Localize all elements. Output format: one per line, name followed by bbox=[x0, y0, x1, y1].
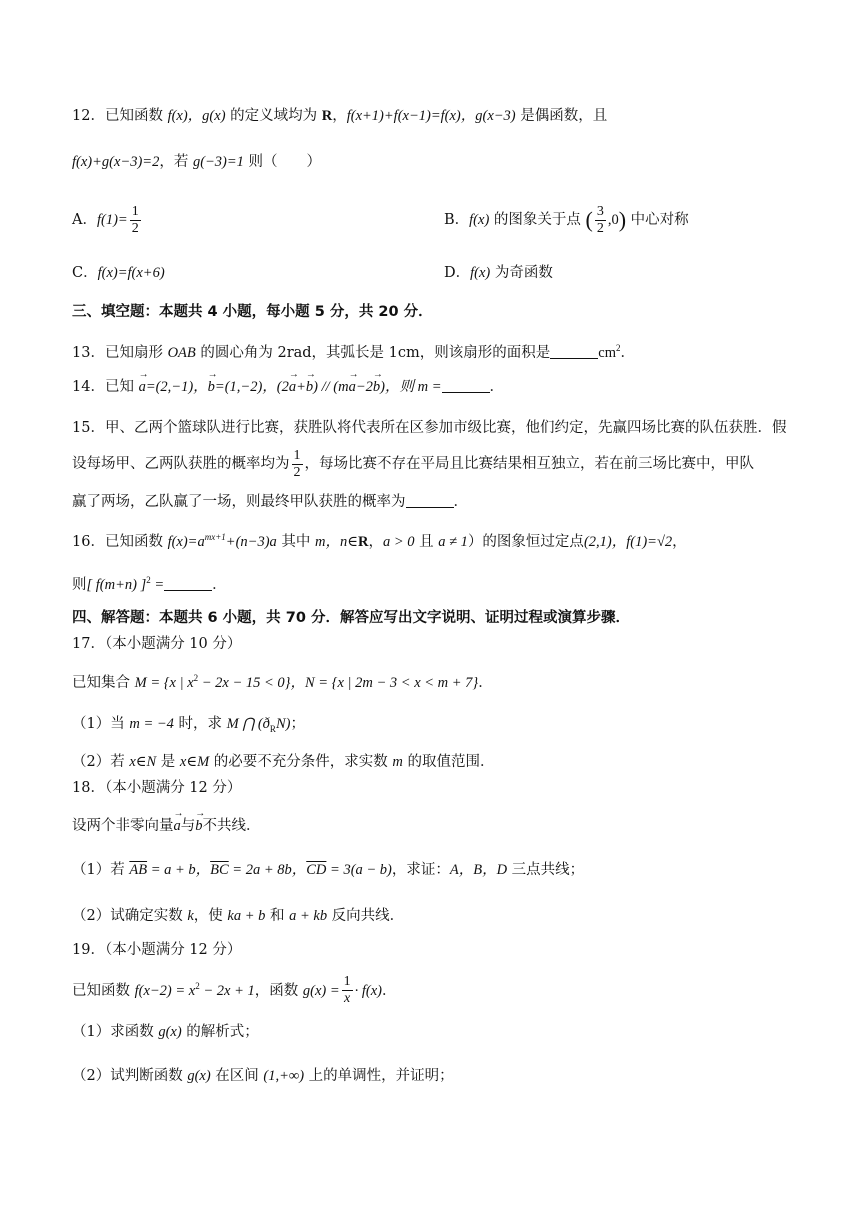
q18-text: 和 bbox=[265, 908, 290, 924]
q15-text: ． bbox=[453, 494, 468, 510]
q16-expr: f(x)=a bbox=[167, 533, 205, 550]
q16-text: ）的图象恒过定点 bbox=[467, 533, 584, 550]
q18-text: （2）试确定实数 bbox=[72, 908, 188, 924]
q17-subscript: R bbox=[269, 723, 276, 734]
q18-expr: ka + b bbox=[227, 908, 266, 924]
q13-text: 13．已知扇形 bbox=[72, 344, 168, 361]
q12-real-set: R bbox=[321, 108, 333, 124]
option-text: 中心对称 bbox=[626, 212, 689, 228]
q16-expr: +(n−3)a bbox=[225, 533, 277, 550]
answer-blank bbox=[442, 378, 490, 393]
q16-text: 其中 bbox=[276, 533, 315, 550]
q15-line2 bbox=[72, 444, 754, 484]
q16-text: ， bbox=[672, 533, 687, 550]
q16-expr: a > 0 bbox=[382, 533, 415, 550]
q13-unit: cm bbox=[598, 344, 616, 361]
q17-text: ． bbox=[478, 674, 493, 691]
numerator: 1 bbox=[131, 203, 139, 219]
section-4-heading: 四、解答题：本题共 6 小题，共 70 分．解答应写出文字说明、证明过程或演算步骤． bbox=[72, 610, 630, 626]
numerator: 1 bbox=[293, 447, 301, 463]
q19-text: （1）求函数 bbox=[72, 1024, 159, 1040]
q17-expr: x∈M bbox=[179, 754, 210, 770]
q19-part2 bbox=[72, 1066, 454, 1086]
denominator: 2 bbox=[131, 220, 139, 236]
q15-text: 设每场甲、乙两队获胜的概率均为 bbox=[72, 456, 290, 472]
q17-text: ； bbox=[290, 716, 305, 732]
q19-text: ，函数 bbox=[254, 982, 303, 999]
option-text: 的图象关于点 bbox=[489, 212, 586, 228]
q12-text: ，若 bbox=[159, 154, 193, 170]
q12-option-a bbox=[72, 203, 143, 236]
q12-options-ab bbox=[72, 200, 689, 240]
option-label: A． bbox=[72, 212, 97, 228]
q17-text: 的取值范围． bbox=[402, 754, 495, 770]
q19-text: 的解析式； bbox=[181, 1024, 259, 1040]
answer-blank bbox=[406, 493, 454, 508]
q15-text: 赢了两场，乙队赢了一场，则最终甲队获胜的概率为 bbox=[72, 494, 406, 510]
q17-part2 bbox=[72, 752, 494, 772]
q19-expr: g(x) bbox=[187, 1068, 211, 1084]
q12-option-b bbox=[444, 200, 689, 240]
q18-text: ，求证： bbox=[391, 862, 450, 878]
q12-expr: f(x)，g(x) bbox=[167, 108, 226, 124]
q19-text: 上的单调性，并证明； bbox=[304, 1068, 454, 1084]
q17-text: 时，求 bbox=[173, 716, 227, 732]
vector-b: → b bbox=[195, 816, 202, 836]
q14-expr: )，则 bbox=[380, 379, 418, 395]
vector-cd: $\overline{CD}$ bbox=[306, 862, 327, 878]
q12-expr: g(−3)=1 bbox=[192, 154, 244, 170]
option-text: 为奇函数 bbox=[490, 265, 553, 281]
q16-text: ． bbox=[212, 576, 227, 593]
q19-expr: · f(x) bbox=[354, 982, 383, 999]
q16-text: 且 bbox=[414, 533, 439, 550]
q18-expr: = a + b， bbox=[147, 862, 211, 878]
vector-a: → a bbox=[139, 377, 146, 397]
q13-text: 的圆心角为 2rad，其弧长是 1cm，则该扇形的面积是 bbox=[195, 344, 551, 361]
q17-header: 17．（本小题满分 10 分） bbox=[72, 636, 242, 652]
q19-text: 在区间 bbox=[210, 1068, 264, 1084]
q15-line3 bbox=[72, 492, 468, 512]
q13-exponent: 2 bbox=[615, 343, 621, 353]
q18-text: 反向共线． bbox=[327, 908, 405, 924]
q12-option-c bbox=[72, 265, 165, 281]
q17-expr: x∈N bbox=[129, 754, 157, 770]
q19-expr: − 2x + 1 bbox=[199, 982, 255, 999]
q17-part1 bbox=[72, 714, 305, 739]
q19-header: 19．（本小题满分 12 分） bbox=[72, 942, 242, 958]
q16-line2 bbox=[72, 570, 227, 595]
denominator: 2 bbox=[293, 464, 301, 480]
q12-options-cd bbox=[72, 263, 553, 283]
q14-text: 14．已知 bbox=[72, 379, 139, 395]
q19-part1 bbox=[72, 1022, 259, 1042]
q19-text: （2）试判断函数 bbox=[72, 1068, 188, 1084]
q17-expr: m bbox=[392, 754, 403, 770]
q19-text: ． bbox=[382, 982, 397, 999]
denominator: x bbox=[344, 991, 351, 1007]
q14-line bbox=[72, 377, 504, 397]
q19-expr: g(x) bbox=[158, 1024, 182, 1040]
q18-text: （1）若 bbox=[72, 862, 130, 878]
q18-part2 bbox=[72, 906, 404, 926]
q17-line1 bbox=[72, 668, 493, 693]
fraction bbox=[130, 204, 141, 237]
q16-text: 则 bbox=[72, 576, 87, 593]
q19-expr: (1,+∞) bbox=[263, 1068, 305, 1084]
q17-text: 已知集合 bbox=[72, 674, 135, 691]
q18-part1 bbox=[72, 860, 584, 880]
numerator: 3 bbox=[596, 203, 604, 219]
q13-line bbox=[72, 338, 635, 363]
q12-expr: f(x+1)+f(x−1)=f(x)，g(x−3) bbox=[346, 108, 516, 124]
q15-line1: 15．甲、乙两个篮球队进行比赛，获胜队将代表所在区参加市级比赛，他们约定，先赢四场比赛的队伍获胜．假 bbox=[72, 420, 787, 436]
option-label: D． bbox=[444, 265, 471, 281]
q12-line1 bbox=[72, 106, 607, 126]
q16-text: ， bbox=[368, 533, 383, 550]
q17-expr: − 2x − 15 < 0}，N = {x | 2m − 3 < x < m + 7} bbox=[198, 674, 479, 691]
q16-expr: [ f(m+n) ] bbox=[86, 576, 147, 593]
q18-text: 三点共线； bbox=[507, 862, 585, 878]
q19-expr: g(x) = bbox=[302, 982, 340, 999]
q15-text: ，每场比赛不存在平局且比赛结果相互独立，若在前三场比赛中，甲队 bbox=[304, 456, 754, 472]
q16-exponent: 2 bbox=[146, 575, 151, 585]
answer-blank bbox=[550, 344, 598, 359]
option-expr: ,0 bbox=[607, 212, 619, 228]
q18-text: 设两个非零向量 bbox=[72, 818, 174, 834]
fraction bbox=[342, 974, 353, 1007]
q12-text: ， bbox=[332, 108, 347, 124]
q14-text: ． bbox=[489, 379, 505, 395]
q18-expr: = 3(a − b) bbox=[326, 862, 392, 878]
q18-line1 bbox=[72, 816, 261, 836]
q19-text: 已知函数 bbox=[72, 982, 135, 999]
q12-text: 的定义域均为 bbox=[225, 108, 322, 124]
q14-expr: m = bbox=[417, 379, 442, 395]
q19-expr: f(x−2) = x bbox=[134, 982, 196, 999]
option-expr: f(1)= bbox=[96, 212, 128, 228]
q12-line2 bbox=[72, 152, 321, 172]
q16-expr: = bbox=[150, 576, 165, 593]
vector-b: → b bbox=[373, 377, 380, 397]
q17-expr: M = {x | x bbox=[134, 674, 194, 691]
q12-expr: f(x)+g(x−3)=2 bbox=[72, 154, 160, 170]
denominator: 2 bbox=[596, 220, 604, 236]
q17-text: 的必要不充分条件，求实数 bbox=[209, 754, 393, 770]
q17-expr: M ⋂ (ð bbox=[226, 716, 270, 732]
q17-expr: N) bbox=[275, 716, 291, 732]
option-expr: f(x)=f(x+6) bbox=[97, 265, 165, 281]
q18-expr: = 2a + 8b， bbox=[228, 862, 307, 878]
q17-text: （1）当 bbox=[72, 716, 130, 732]
q18-expr: k bbox=[187, 908, 194, 924]
q16-expr: m，n∈ bbox=[315, 533, 358, 550]
q14-expr: + bbox=[296, 379, 306, 395]
option-label: C． bbox=[72, 265, 98, 281]
q16-expr: a ≠ 1 bbox=[438, 533, 468, 550]
q19-line1 bbox=[72, 966, 397, 1006]
q17-text: 是 bbox=[156, 754, 180, 770]
vector-a: → a bbox=[289, 377, 296, 397]
q13-text: ． bbox=[620, 344, 635, 361]
q14-expr: =(1,−2)， bbox=[214, 379, 277, 395]
q19-exponent: 2 bbox=[195, 981, 200, 991]
vector-bc: $\overline{BC}$ bbox=[210, 862, 229, 878]
q17-exponent: 2 bbox=[193, 673, 199, 683]
vector-a: → a bbox=[174, 816, 181, 836]
q12-option-d bbox=[444, 263, 553, 283]
option-label: B． bbox=[444, 212, 470, 228]
q16-text: 16．已知函数 bbox=[72, 533, 168, 550]
q14-expr: ) // (m bbox=[313, 379, 349, 395]
q12-text: 是偶函数，且 bbox=[515, 108, 608, 124]
q18-header: 18．（本小题满分 12 分） bbox=[72, 780, 242, 796]
q16-exponent: mx+1 bbox=[204, 532, 226, 542]
q16-real-set: R bbox=[357, 533, 369, 550]
q18-text: ，使 bbox=[193, 908, 228, 924]
vector-a: → a bbox=[349, 377, 356, 397]
q17-expr: m = −4 bbox=[129, 716, 174, 732]
vector-b: → b bbox=[306, 377, 313, 397]
fraction bbox=[595, 204, 606, 237]
q18-expr: A，B，D bbox=[449, 862, 508, 878]
paren-close: ) bbox=[618, 207, 627, 232]
q18-text: 不共线． bbox=[202, 818, 261, 834]
q12-text: 12．已知函数 bbox=[72, 108, 168, 124]
q17-text: （2）若 bbox=[72, 754, 130, 770]
q16-expr: (2,1)，f(1)=√2 bbox=[583, 533, 673, 550]
paren-open: ( bbox=[585, 207, 593, 232]
option-expr: f(x) bbox=[469, 212, 490, 228]
section-3-heading: 三、填空题：本题共 4 小题，每小题 5 分，共 20 分． bbox=[72, 304, 433, 320]
q18-text: 与 bbox=[180, 818, 196, 834]
q16-line1 bbox=[72, 527, 687, 552]
q12-text: 则（ ） bbox=[243, 154, 322, 170]
q13-expr: OAB bbox=[167, 344, 196, 361]
option-expr: f(x) bbox=[470, 265, 491, 281]
answer-blank bbox=[164, 576, 212, 591]
vector-ab: $\overline{AB}$ bbox=[129, 862, 148, 878]
q14-expr: (2 bbox=[276, 379, 289, 395]
q14-expr: =(2,−1)， bbox=[145, 379, 208, 395]
vector-b: → b bbox=[208, 377, 215, 397]
fraction bbox=[292, 448, 303, 481]
q14-expr: −2 bbox=[355, 379, 373, 395]
q18-expr: a + kb bbox=[289, 908, 328, 924]
numerator: 1 bbox=[343, 974, 351, 990]
